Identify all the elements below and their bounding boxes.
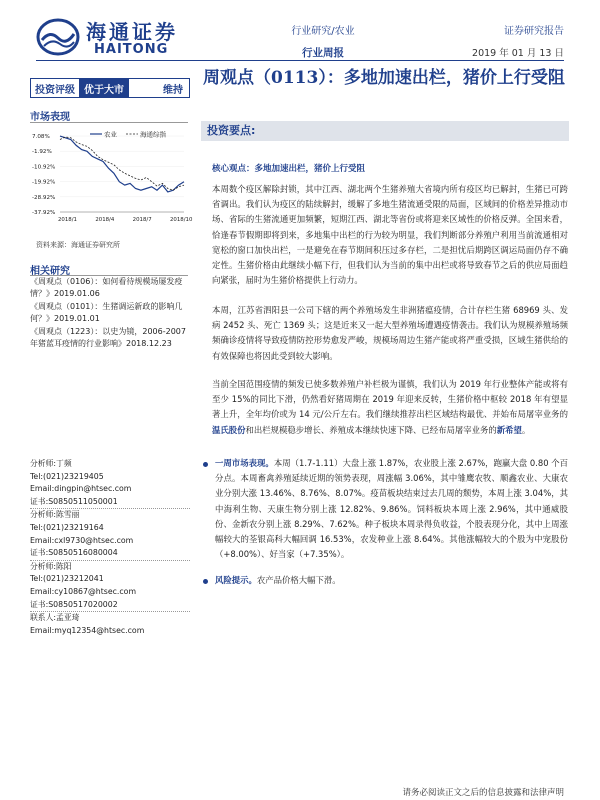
y-tick-label: -37.92%: [32, 210, 56, 216]
analyst-email[interactable]: Email:cy10867@htsec.com: [30, 586, 137, 596]
y-tick-label: -19.92%: [32, 179, 56, 186]
header-divider: [36, 60, 564, 61]
analyst-tel: Tel:(021)23212041: [30, 574, 104, 584]
analyst-email[interactable]: Email:myq12354@htsec.com: [30, 625, 145, 635]
related-section-title: 相关研究: [30, 266, 70, 277]
analyst-title: 分析师:陈阳: [30, 561, 72, 571]
related-item[interactable]: 《周观点（0106）：如何看待规模场屡发疫情？》2019.01.06: [30, 277, 183, 298]
logo-en-text: HAITONG: [94, 42, 169, 57]
x-tick-label: 2018/10: [170, 217, 193, 223]
analyst-email[interactable]: Email:cxl9730@htsec.com: [30, 535, 134, 545]
report-type: 行业周报: [302, 47, 344, 59]
rating-label: 投资评级: [31, 81, 79, 96]
rating-status: 维持: [163, 84, 183, 96]
bullet-dot-icon: [203, 579, 208, 584]
y-tick-label: -10.92%: [32, 164, 56, 171]
rating-box: [30, 78, 190, 98]
analyst-block: [30, 612, 190, 637]
market-section-title: 市场表现: [30, 112, 70, 123]
market-chart: [30, 128, 193, 224]
bullet-market-performance: [203, 456, 568, 562]
footer-disclaimer: 请务必阅读正文之后的信息披露和法律声明: [402, 788, 564, 798]
y-tick-label: -1.92%: [32, 149, 52, 156]
analyst-cert: 证书:S0850511050001: [30, 496, 118, 506]
analyst-tel: Tel:(021)23219164: [30, 522, 104, 532]
rating-value: 优于大市: [79, 79, 129, 97]
y-tick-label: -28.92%: [32, 194, 56, 201]
analyst-cert: 证书:S0850516080004: [30, 548, 118, 558]
analyst-tel: Tel:(021)23219405: [30, 471, 104, 481]
series-line-agriculture: [60, 136, 184, 192]
analyst-title: 分析师:丁频: [30, 459, 72, 468]
chart-source: 资料来源：海通证券研究所: [36, 241, 120, 249]
bullet-label: 风险提示。: [215, 575, 257, 585]
header-center: [258, 22, 388, 60]
logo-cn-text: 海通证券: [86, 20, 178, 44]
header-right: [472, 22, 564, 59]
key-points-bar: 投资要点:: [201, 121, 569, 141]
haitong-logo: [36, 14, 176, 58]
legend-label-haitong-index: 海通综指: [140, 130, 166, 139]
x-tick-label: 2018/1: [58, 217, 77, 223]
analyst-email[interactable]: Email:dingpin@htsec.com: [30, 484, 132, 494]
para3-text: 。: [521, 424, 531, 435]
series-line-haitong-index: [60, 137, 184, 190]
related-item[interactable]: 《周观点（1223）：以史为镜，2006-2007 年猪蓝耳疫情的行业影响》2018.12.23: [30, 327, 186, 348]
market-chart-svg: [30, 128, 193, 224]
market-section-divider: [30, 122, 188, 123]
para3-text: 当前全国范围疫情的频发已使多数养殖户补栏极为谨慎，我们认为 2019 年行业整体产能或将有至少 15%的同比下滑，仍然看好猪周期在 2019 年迎来反转，生猪价格中枢较 2018 年有望显著上升，全年均价或为 14 元/公斤左右。我们继续推荐出栏区域结构最优、并始布局屠宰业务的: [212, 379, 568, 420]
stock-highlight: 新希望: [496, 424, 522, 435]
para3-text: 和出栏规模稳步增长、养殖成本继续快速下降、已经布局屠宰业务的: [245, 424, 497, 435]
bullet-label: 一周市场表现。: [215, 458, 274, 468]
report-series: 证券研究报告: [504, 26, 564, 37]
bullet-risk: [203, 573, 568, 588]
analyst-title: 分析师:陈雪丽: [30, 510, 80, 520]
analyst-cert: 证书:S0850517020002: [30, 599, 118, 609]
report-category: 行业研究/农业: [291, 26, 355, 37]
body-paragraph: 本周数个疫区解除封锁，其中江西、湖北两个生猪养殖大省境内所有疫区均已解封，生猪已可跨省调出。我们认为疫区的陆续解封，缓解了多地生猪流通受限的局面，区域间的价格差异推动市场、省际的生猪流通更加频繁，短期江西、湖北等省份或将迎来区域性的价格反弹。全国来看，恰逢春节假期即将到来，多地集中出栏的行为较为明显，我们判断部分养殖户利用当前流通相对宽松的窗口加快出栏，一是避免在春节期间积压过多存栏，二是担忧后期跨区调运局面仍存不确定性。生猪价格由此继续小幅下行，但我们认为当前的集中出栏或将导致春节之后的供应局面趋向紧张，届时为生猪价格提供上行动力。: [212, 184, 568, 286]
stock-highlight: 温氏股份: [212, 424, 246, 435]
bullet-dot-icon: [203, 462, 208, 467]
body-paragraph: [212, 377, 568, 438]
report-title: 周观点（0113）：多地加速出栏，猪价上行受阻: [203, 68, 565, 88]
x-tick-label: 2018/7: [132, 217, 152, 223]
body-paragraph: 本周，江苏省泗阳县一公司下辖的两个养殖场发生非洲猪瘟疫情，合计存栏生猪 68969 头、发病 2452 头、死亡 1369 头；这是近来又一起大型养殖场遭遇疫情袭击。我们认为规模养殖场频频确诊疫情将导致疫情防控形势愈发严峻，规模场周边生猪产能或将严重受损，区域生猪供给的有效保障也将因此受到较大影响。: [212, 305, 568, 361]
analyst-block: [30, 458, 190, 508]
analyst-block: [30, 561, 190, 611]
analyst-title: 联系人:孟亚琦: [30, 613, 80, 623]
analyst-block: [30, 509, 190, 559]
core-view-heading: 核心观点：多地加速出栏，猪价上行受阻: [212, 164, 366, 174]
haitong-logo-icon: [36, 18, 80, 56]
legend-label-agriculture: 农业: [104, 130, 117, 139]
analyst-contacts: [30, 458, 190, 637]
y-tick-label: 7.08%: [32, 134, 50, 140]
related-item[interactable]: 《周观点（0101）：生猪调运新政的影响几何？》2019.01.01: [30, 302, 183, 323]
bullet-text: 本周（1.7-1.11）大盘上涨 1.87%，农业股上涨 2.67%，跑赢大盘 0.80 个百分点。本周畜禽养殖延续近期的领势表现，周涨幅 3.06%，其中雏鹰农牧、顺鑫农业、大康农业分别大涨 13.46%、8.76%、8.07%。疫苗板块结束过去几周的颓势，本周上涨 3.04%，其中海利生物、天康生物分别上涨 12.82%、9.86%。饲料板块本周上涨 2.96%，其中通威股份、金新农分别上涨 8.29%、7.62%。种子板块本周录得负收益，个股表现分化，其中上周涨幅较大的荃银高科大幅回调 16.53%，农发种业上涨 8.64%。其他涨幅较大的个股为中宠股份（+8.00%）、好当家（+7.35%）。: [215, 458, 569, 560]
report-date: 2019 年 01 月 13 日: [472, 48, 564, 59]
x-tick-label: 2018/4: [95, 217, 115, 223]
related-research-list: [30, 276, 190, 351]
bullet-text: 农产品价格大幅下滑。: [256, 575, 341, 585]
